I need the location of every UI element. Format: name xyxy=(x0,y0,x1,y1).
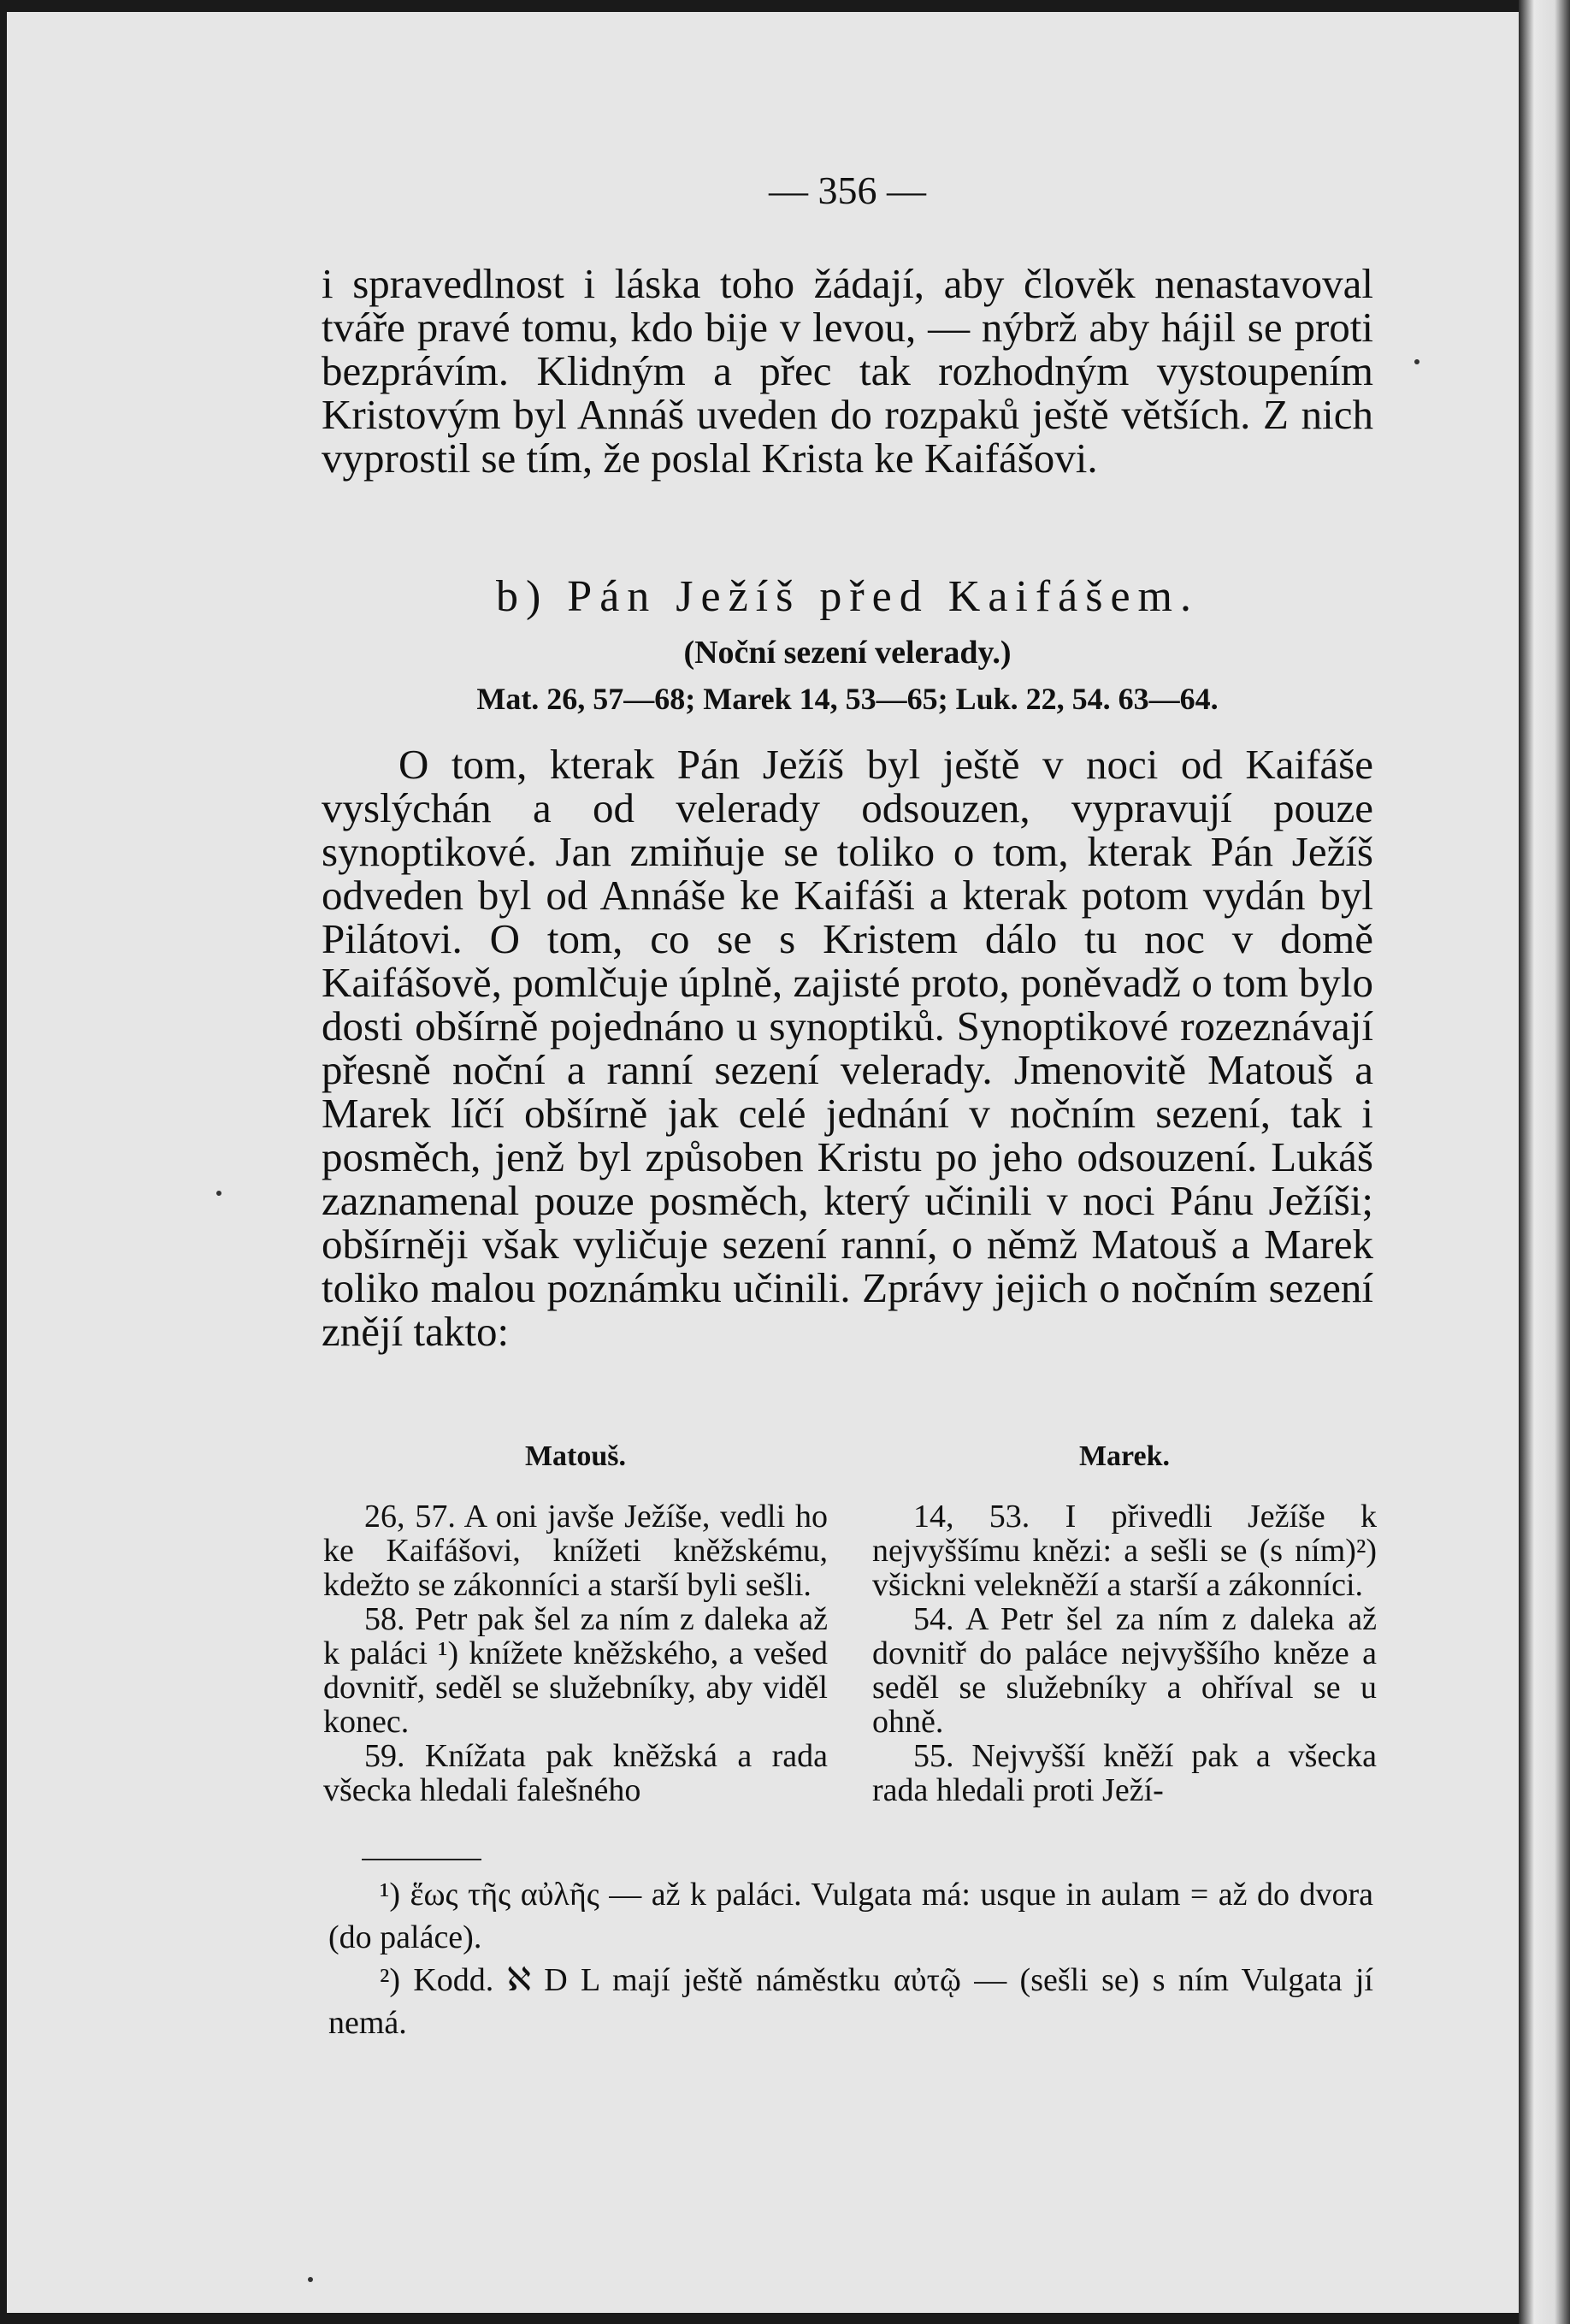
verse-marek-54: 54. A Petr šel za ním z daleka až dovnitř do paláce nejvyššího kněze a seděl se služebníky a ohříval se u ohně. xyxy=(872,1601,1377,1740)
column-title-marek: Marek. xyxy=(1078,1440,1171,1472)
footnote-rule xyxy=(362,1859,481,1860)
footnotes xyxy=(328,1873,1373,2044)
footnote-2: ²) Kodd. ℵ D L mají ještě náměstku αὐτῷ — (sešli se) s ním Vulgata jí nemá. xyxy=(328,1962,1373,2041)
print-speck xyxy=(216,1191,221,1196)
page-number: — 356 — xyxy=(769,169,926,212)
footnote-1: ¹) ἕως τῆς αὐλῆς — až k paláci. Vulgata má: usque in aulam = až do dvora (do paláce). xyxy=(328,1877,1373,1955)
intro-paragraph xyxy=(322,262,1373,480)
verse-marek-53: 14, 53. I přivedli Ježíše k nejvyššímu knězi: a sešli se (s ním)²) všickni velekněží a starší a zákonníci. xyxy=(872,1499,1377,1603)
adjacent-page-edge xyxy=(1519,0,1570,2324)
verse-matous-58: 58. Petr pak šel za ním z daleka až k paláci ¹) knížete kněžského, a vešed dovnitř, seděl se služebníky, aby viděl konec. xyxy=(323,1601,828,1740)
section-references: Mat. 26, 57—68; Marek 14, 53—65; Luk. 22, 54. 63—64. xyxy=(476,682,1219,716)
print-speck xyxy=(1414,359,1419,364)
section-heading: b) Pán Ježíš před Kaifášem. xyxy=(495,572,1200,621)
body-paragraph xyxy=(322,742,1373,1353)
section-subheading: (Noční sezení velerady.) xyxy=(683,635,1012,671)
verse-matous-57: 26, 57. A oni javše Ježíše, vedli ho ke Kaifášovi, knížeti kněžskému, kdežto se zákonníci a starší byli sešli. xyxy=(323,1499,828,1603)
verse-marek-55: 55. Nejvyšší kněží pak a všecka rada hledali proti Ježí- xyxy=(872,1738,1377,1808)
column-title-matous: Matouš. xyxy=(524,1440,627,1472)
column-marek xyxy=(872,1440,1377,1807)
column-matous xyxy=(323,1440,828,1807)
verse-matous-59: 59. Knížata pak kněžská a rada všecka hledali falešného xyxy=(323,1738,828,1808)
intro-text: i spravedlnost i láska toho žádají, aby člověk nenastavoval tváře pravé tomu, kdo bije v levou, — nýbrž aby hájil se proti bezprávím. Klidným a přec tak rozhodným vystoupením Kristovým byl Annáš uveden do rozpaků ještě větších. Z nich vyprostil se tím, že poslal Krista ke Kaifášovi. xyxy=(322,260,1373,482)
body-text: O tom, kterak Pán Ježíš byl ještě v noci od Kaifáše vyslýchán a od velerady odsouzen, vypravují pouze synoptikové. Jan zmiňuje se toliko o tom, kterak Pán Ježíš odveden byl od Annáše ke Kaifáši a kterak potom vydán byl Pilátovi. O tom, co se s Kristem dálo tu noc v domě Kaifášově, pomlčuje úplně, zajisté proto, poněvadž o tom bylo dosti obšírně pojednáno u synoptiků. Synoptikové rozeznávají přesně noční a ranní sezení velerady. Jmenovitě Matouš a Marek líčí obšírně jak celé jednání v nočním sezení, tak i posměch, jenž byl způsoben Kristu po jeho odsouzení. Lukáš zaznamenal pouze posměch, který učinili v noci Pánu Ježíši; obšírněji však vyličuje sezení ranní, o němž Matouš a Marek toliko malou poznámku učinili. Zprávy jejich o nočním sezení znějí takto: xyxy=(322,741,1373,1355)
print-speck xyxy=(308,2277,313,2282)
